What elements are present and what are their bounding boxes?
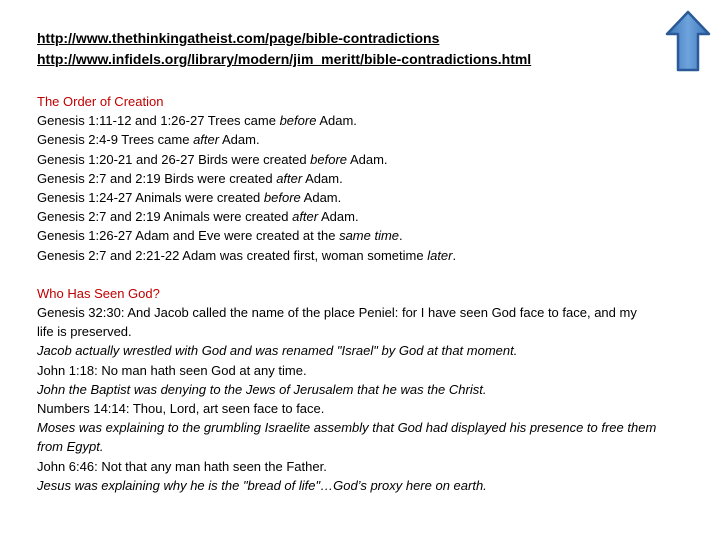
creation-item-text: Genesis 2:7 and 2:19 Animals were created: [37, 209, 293, 225]
creation-item-emphasis: after: [276, 170, 303, 186]
link-thethinkingatheist[interactable]: http://www.thethinkingatheist.com/page/bible-contradictions: [37, 30, 440, 46]
creation-item-text: Genesis 2:7 and 2:21-22 Adam was created first, woman sometime: [37, 247, 428, 263]
creation-item-text: Genesis 2:7 and 2:19 Birds were created: [37, 170, 277, 186]
content-body: [37, 92, 657, 495]
creation-item-text: Adam.: [347, 151, 388, 167]
creation-item: [37, 246, 657, 265]
creation-item-text: Genesis 1:11-12 and 1:26-27 Trees came: [37, 113, 280, 129]
verse-line: Numbers 14:14: Thou, Lord, art seen face to face.: [37, 401, 325, 417]
verse-line: John 1:18: No man hath seen God at any time.: [37, 362, 307, 378]
creation-item-emphasis: same time: [339, 228, 400, 244]
creation-item: [37, 226, 657, 245]
creation-item-text: Adam.: [302, 170, 343, 186]
creation-item: [37, 111, 657, 130]
up-arrow-button[interactable]: [665, 10, 711, 72]
creation-item-text: Genesis 1:20-21 and 26-27 Birds were created: [37, 151, 311, 167]
creation-item-emphasis: before: [279, 113, 317, 129]
creation-item: [37, 188, 657, 207]
commentary-line: Moses was explaining to the grumbling Israelite assembly that God had displayed his presence to free them from Egypt.: [37, 420, 657, 455]
creation-item-emphasis: before: [310, 151, 348, 167]
verse-line: John 6:46: Not that any man hath seen the Father.: [37, 458, 327, 474]
creation-item-emphasis: before: [263, 190, 301, 206]
creation-item: [37, 169, 657, 188]
creation-item-emphasis: later: [427, 247, 453, 263]
reference-links: [37, 28, 657, 70]
creation-item-text: Genesis 2:4-9 Trees came: [37, 132, 194, 148]
creation-item-emphasis: after: [292, 209, 319, 225]
creation-item-text: .: [399, 228, 403, 244]
creation-item-emphasis: after: [193, 132, 220, 148]
commentary-line: Jacob actually wrestled with God and was renamed "Israel" by God at that moment.: [37, 343, 518, 359]
link-infidels[interactable]: http://www.infidels.org/library/modern/jim_meritt/bible-contradictions.html: [37, 51, 532, 67]
creation-item-text: Adam.: [318, 209, 359, 225]
creation-item-text: .: [452, 247, 457, 263]
creation-item-text: Adam.: [219, 132, 260, 148]
section-spacer: [37, 265, 657, 284]
creation-item-text: Adam.: [300, 190, 342, 206]
creation-heading: The Order of Creation: [37, 94, 164, 109]
commentary-line: John the Baptist was denying to the Jews of Jerusalem that he was the Christ.: [37, 381, 487, 397]
commentary-line: Jesus was explaining why he is the "bread of life"…God’s proxy here on earth.: [37, 477, 487, 493]
creation-item: [37, 207, 657, 226]
creation-item: [37, 130, 657, 149]
up-arrow-icon: [665, 10, 711, 72]
creation-item-text: Genesis 1:24-27 Animals were created: [37, 190, 264, 206]
verse-line: Genesis 32:30: And Jacob called the name of the place Peniel: for I have seen God face to face, and my life is preserved.: [37, 305, 637, 340]
creation-item-text: Genesis 1:26-27 Adam and Eve were created at the: [37, 228, 340, 244]
seen-god-heading: Who Has Seen God?: [37, 285, 160, 301]
creation-item-text: Adam.: [316, 113, 357, 129]
creation-item: [37, 150, 657, 169]
